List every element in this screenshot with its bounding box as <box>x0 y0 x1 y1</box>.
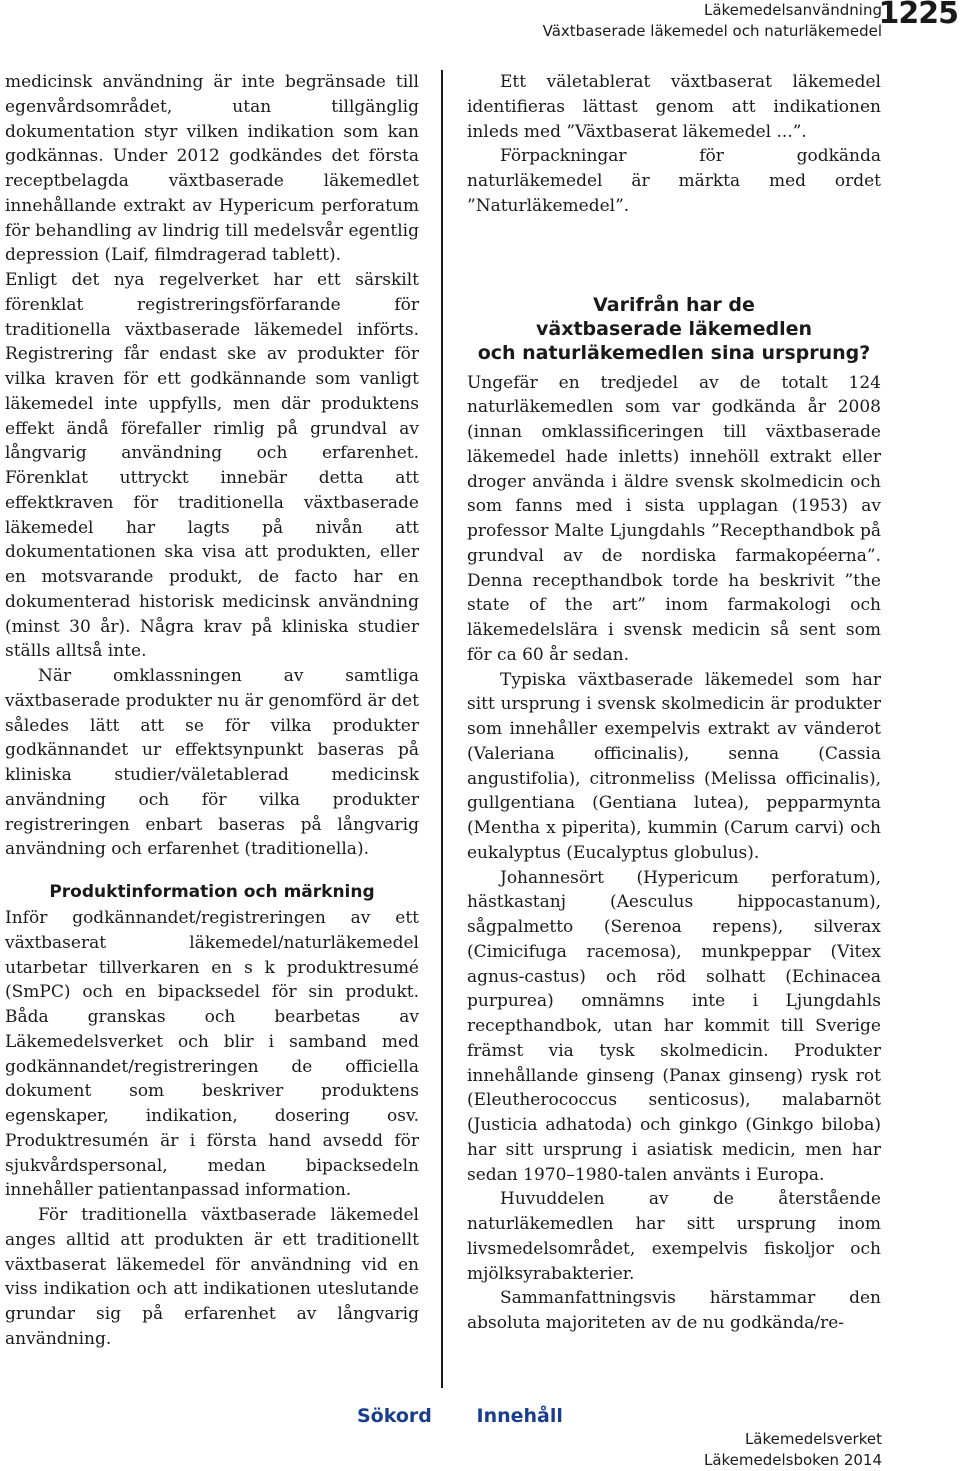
paragraph: medicinsk användning är inte begränsade till egenvårdsområdet, utan tillgänglig dokumentation styr vilken indikation som kan godkännas. Under 2012 godkändes det första receptbelagda växtbaserade läkemedlet innehållande extrakt av Hypericum perforatum för behandling av lindrig till medelsvår egentlig depression (Laif, filmdragerad tablett). <box>5 72 419 266</box>
sidebar-title-line: växtbaserade läkemedlen <box>535 317 812 340</box>
paragraph: Sammanfattningsvis härstammar den absoluta majoriteten av de nu godkända/re- <box>467 1288 881 1333</box>
sidebar-title-line: Varifrån har de <box>593 293 755 316</box>
running-header <box>543 0 882 42</box>
paragraph: När omklassningen av samtliga växtbaserade produkter nu är genomförd är det således lätt att se för vilka produkter godkännandet ur effektsynpunkt baseras på kliniska studier/väletablerad medicinsk användning och för vilka produkter registreringen enbart baseras på långvarig användning och erfarenhet (traditionella). <box>5 666 419 860</box>
left-column <box>5 70 419 1352</box>
footer-navigation <box>357 1405 563 1427</box>
paragraph: Ungefär en tredjedel av de totalt 124 naturläkemedlen som var godkända år 2008 (innan omklassificeringen till växtbaserade läkemedel hade inletts) innehöll extrakt eller droger använda i äldre svensk skolmedicin och som fanns med i sista upplagan (1953) av professor Malte Ljungdahls ”Recepthandbok på grundval av de nordiska farmakopéerna”. Denna recepthandbok torde ha beskrivit ”the state of the art” inom farmakologi och läkemedelslära i svensk medicin så sent som för ca 60 år sedan. <box>467 372 881 665</box>
paragraph: Ett väletablerat växtbaserat läkemedel identifieras lättast genom att indikationen inleds med ”Växtbaserat läkemedel ...”. <box>467 72 881 142</box>
sidebar-title <box>467 293 881 365</box>
footer-book: Läkemedelsboken 2014 <box>703 1451 882 1469</box>
column-divider <box>441 70 443 1388</box>
footer-source <box>704 1429 882 1471</box>
paragraph: Enligt det nya regelverket har ett särskilt förenklat registreringsförfarande för traditionella växtbaserade läkemedel införts. Registrering får endast ske av produkter för vilka kraven för ett godkännande som vanligt läkemedel inte uppfylls, men där produktens effekt ändå förefaller rimlig på grundval av långvarig användning och erfarenhet. Förenklat uttryckt innebär detta att effektkraven för traditionella växtbaserade läkemedel har lagts på nivån att dokumentationen ska visa att produkten, eller en motsvarande produkt, de facto har en dokumenterad historisk medicinsk användning (minst 30 år). Några krav på kliniska studier ställs alltså inte. <box>5 270 419 662</box>
footer-publisher: Läkemedelsverket <box>744 1430 882 1448</box>
section-heading: Produktinformation och märkning <box>49 882 375 902</box>
header-section: Läkemedelsanvändning <box>703 1 882 19</box>
contents-link[interactable]: Innehåll <box>476 1405 563 1427</box>
sidebar-title-line: och naturläkemedlen sina ursprung? <box>477 341 871 364</box>
page-number: 1225 <box>878 0 958 31</box>
header-chapter: Växtbaserade läkemedel och naturläkemedel <box>542 22 882 40</box>
right-column <box>467 70 881 1336</box>
paragraph: Inför godkännandet/registreringen av ett växtbaserat läkemedel/naturläkemedel utarbetar tillverkaren en s k produktresumé (SmPC) och en bipacksedel för sin produkt. Båda granskas och bearbetas av Läkemedelsverket och blir i samband med godkännandet/registreringen de officiella dokument som beskriver produktens egenskaper, indikation, dosering osv. Produktresumén är i första hand avsedd för sjukvårdspersonal, medan bipacksedeln innehåller patientanpassad information. <box>5 908 419 1201</box>
paragraph: Typiska växtbaserade läkemedel som har sitt ursprung i svensk skolmedicin är produkter som innehåller exempelvis extrakt av vänderot (Valeriana officinalis), senna (Cassia angustifolia), citronmeliss (Melissa officinalis), gullgentiana (Gentiana lutea), pepparmynta (Mentha x piperita), kummin (Carum carvi) och eukalyptus (Eucalyptus globulus). <box>467 669 881 863</box>
paragraph: Huvuddelen av de återstående naturläkemedlen har sitt ursprung inom livsmedelsområdet, exempelvis fiskoljor och mjölksyrabakterier. <box>467 1189 881 1284</box>
paragraph: Förpackningar för godkända naturläkemedel är märkta med ordet ”Naturläkemedel”. <box>467 146 881 216</box>
search-terms-link[interactable]: Sökord <box>357 1405 432 1427</box>
paragraph: Johannesört (Hypericum perforatum), hästkastanj (Aesculus hippocastanum), sågpalmetto (Serenoa repens), silverax (Cimicifuga racemosa), munkpeppar (Vitex agnus-castus) och röd solhatt (Echinacea purpurea) omnämns inte i Ljungdahls recepthandbok, utan har kommit till Sverige främst via tysk skolmedicin. Produkter innehållande ginseng (Panax ginseng) rysk rot (Eleutherococcus senticosus), malabarnöt (Justicia adhatoda) och ginkgo (Ginkgo biloba) har sitt ursprung i asiatisk medicin, men har sedan 1970–1980-talen använts i Europa. <box>467 867 881 1185</box>
paragraph: För traditionella växtbaserade läkemedel anges alltid att produkten är ett traditionellt växtbaserat läkemedel för användning vid en viss indikation och att indikationen uteslutande grundar sig på erfarenhet av långvarig användning. <box>5 1205 419 1349</box>
